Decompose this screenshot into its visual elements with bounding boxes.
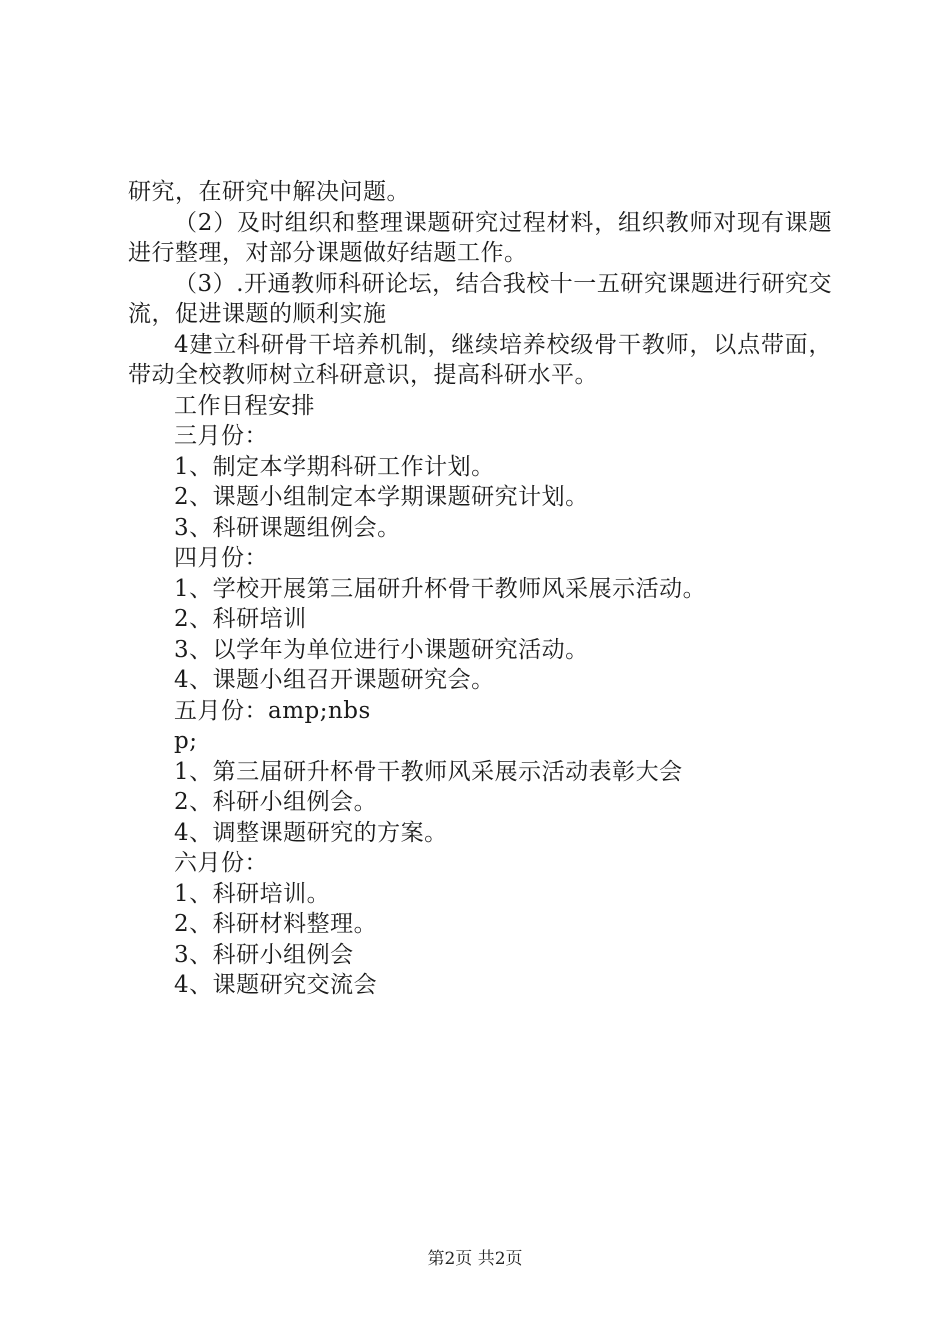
stray-text: p; <box>174 728 198 754</box>
paragraph-item-3: （3）.开通教师科研论坛，结合我校十一五研究课题进行研究交流，促进课题的顺利实施 <box>128 270 832 327</box>
schedule-item: 2、课题小组制定本学期课题研究计划。 <box>174 484 589 510</box>
schedule-item: 1、第三届研升杯骨干教师风采展示活动表彰大会 <box>174 758 683 785</box>
schedule-item: 3、以学年为单位进行小课题研究活动。 <box>174 636 589 663</box>
schedule-item: 1、科研培训。 <box>174 880 331 907</box>
schedule-item: 1、学校开展第三届研升杯骨干教师风采展示活动。 <box>174 575 707 602</box>
schedule-item: 3、科研课题组例会。 <box>174 514 401 541</box>
schedule-item: 4、调整课题研究的方案。 <box>174 819 448 846</box>
paragraph-item-2: （2）及时组织和整理课题研究过程材料，组织教师对现有课题进行整理，对部分课题做好结题工作。 <box>128 209 832 266</box>
month-heading-april: 四月份： <box>174 545 268 571</box>
schedule-heading: 工作日程安排 <box>174 392 315 419</box>
document-body <box>128 177 832 1001</box>
month-heading-march: 三月份： <box>174 423 268 449</box>
schedule-item: 2、科研材料整理。 <box>174 911 378 937</box>
schedule-item: 1、制定本学期科研工作计划。 <box>174 453 495 480</box>
schedule-item: 4、课题小组召开课题研究会。 <box>174 667 495 693</box>
page-footer: 第2页 共2页 <box>427 1249 523 1269</box>
paragraph-item-4: 4建立科研骨干培养机制，继续培养校级骨干教师，以点带面，带动全校教师树立科研意识，提高科研水平。 <box>128 331 832 388</box>
paragraph-continuation: 研究，在研究中解决问题。 <box>128 179 410 205</box>
schedule-item: 2、科研培训 <box>174 606 307 632</box>
schedule-item: 4、课题研究交流会 <box>174 972 378 998</box>
schedule-item: 3、科研小组例会 <box>174 941 354 968</box>
schedule-item: 2、科研小组例会。 <box>174 789 378 815</box>
month-heading-june: 六月份： <box>174 850 268 876</box>
month-heading-may: 五月份：amp;nbs <box>174 697 371 724</box>
